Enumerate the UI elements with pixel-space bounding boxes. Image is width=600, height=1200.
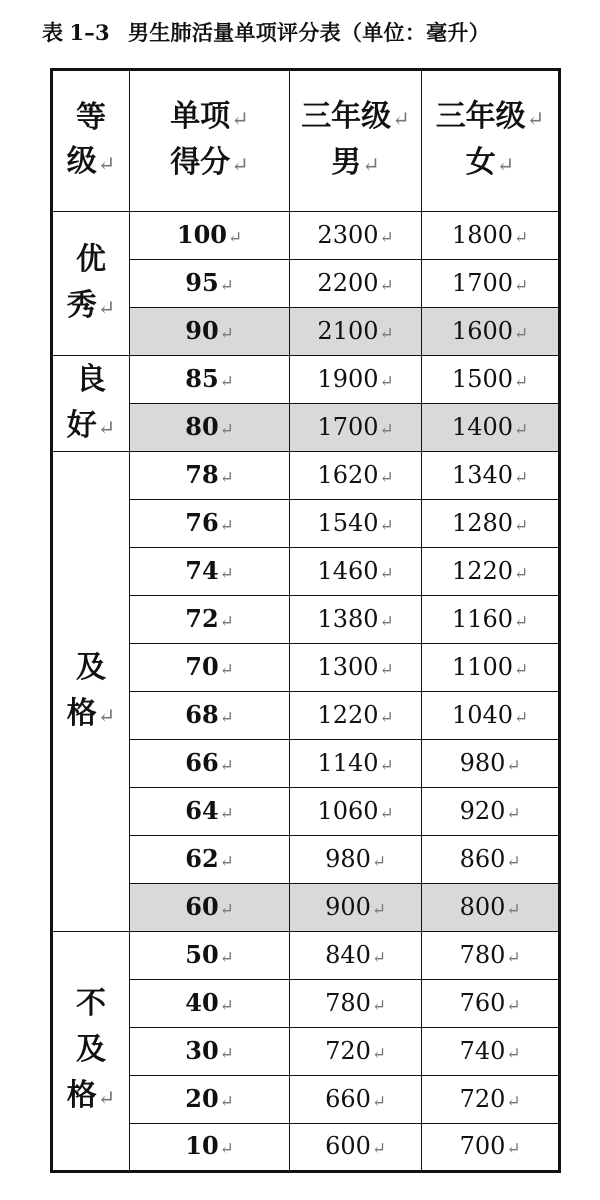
paragraph-mark-icon: ↵ [219,610,234,631]
paragraph-mark-icon: ↵ [506,1090,521,1111]
score-cell [130,1076,290,1124]
paragraph-mark-icon: ↵ [379,322,394,343]
table-row [52,356,560,404]
paragraph-mark-icon: ↵ [219,1090,234,1111]
header-score-line-2: 得分 [170,145,231,180]
paragraph-mark-icon: ↵ [379,418,394,439]
girl-cell [422,404,560,452]
paragraph-mark-icon: ↵ [219,658,234,679]
table-caption [42,16,598,50]
boy-cell [290,1028,422,1076]
paragraph-mark-icon: ↵ [219,562,234,583]
score-cell [130,308,290,356]
score-value: 20 [185,1083,219,1113]
table-row [52,932,560,980]
paragraph-mark-icon: ↵ [219,274,234,295]
paragraph-mark-icon: ↵ [219,514,234,535]
girl-value: 1160 [451,604,513,633]
boy-value: 660 [325,1084,371,1113]
boy-cell [290,404,422,452]
boy-value: 720 [325,1036,371,1065]
paragraph-mark-icon: ↵ [219,322,234,343]
grade-char: 良 [76,361,106,397]
paragraph-mark-icon: ↵ [379,562,394,583]
boy-cell [290,596,422,644]
boy-cell [290,692,422,740]
score-value: 72 [185,603,219,633]
header-girl-line-2: 女 [465,145,496,180]
paragraph-mark-icon: ↵ [379,610,394,631]
boy-value: 1060 [317,796,379,825]
score-cell [130,356,290,404]
girl-cell [422,308,560,356]
paragraph-mark-icon: ↵ [379,802,394,823]
paragraph-mark-icon: ↵ [514,370,529,391]
paragraph-mark-icon: ↵ [392,107,410,131]
boy-cell [290,740,422,788]
score-cell [130,500,290,548]
girl-value: 780 [459,940,506,969]
paragraph-mark-icon: ↵ [506,802,521,823]
grade-char: 不 [76,986,106,1021]
boy-value: 1620 [317,460,379,489]
paragraph-mark-icon: ↵ [379,754,394,775]
score-cell [130,980,290,1028]
boy-cell [290,548,422,596]
header-girl-line-1: 三年级 [435,99,526,134]
girl-value: 1220 [451,556,513,585]
boy-cell [290,500,422,548]
boy-value: 900 [325,892,371,921]
paragraph-mark-icon: ↵ [379,274,394,295]
paragraph-mark-icon: ↵ [506,994,521,1015]
score-value: 62 [185,843,219,873]
girl-value: 760 [459,988,506,1017]
girl-cell [422,644,560,692]
paragraph-mark-icon: ↵ [219,418,234,439]
boy-value: 1460 [317,556,379,585]
paragraph-mark-icon: ↵ [506,946,521,967]
paragraph-mark-icon: ↵ [97,1086,116,1110]
girl-value: 920 [459,796,506,825]
paragraph-mark-icon: ↵ [506,1138,521,1158]
grade-char: 优 [76,241,106,277]
header-girl [422,70,560,212]
girl-cell [422,1028,560,1076]
header-boy-line-2: 男 [331,145,362,180]
girl-cell [422,980,560,1028]
boy-value: 1540 [317,508,379,537]
paragraph-mark-icon: ↵ [514,562,529,583]
boy-value: 2200 [317,268,379,297]
boy-value: 780 [325,988,371,1017]
paragraph-mark-icon: ↵ [379,658,394,679]
score-cell [130,788,290,836]
grade-cell [52,452,130,932]
girl-value: 800 [459,892,506,921]
paragraph-mark-icon: ↵ [526,107,545,131]
score-value: 64 [185,795,219,825]
girl-value: 1700 [451,268,513,297]
caption-number: 1–3 [69,20,110,45]
paragraph-mark-icon: ↵ [496,153,515,177]
score-cell [130,1028,290,1076]
score-value: 60 [185,891,219,921]
boy-value: 600 [325,1132,371,1160]
score-table-container [50,68,558,1173]
score-cell [130,740,290,788]
paragraph-mark-icon: ↵ [379,466,394,487]
header-row [52,70,560,212]
boy-value: 1220 [317,700,379,729]
paragraph-mark-icon: ↵ [506,1042,521,1063]
girl-value: 700 [459,1132,506,1160]
paragraph-mark-icon: ↵ [97,703,116,728]
paragraph-mark-icon: ↵ [379,370,394,391]
boy-cell [290,932,422,980]
paragraph-mark-icon: ↵ [219,994,234,1015]
girl-cell [422,452,560,500]
paragraph-mark-icon: ↵ [379,514,394,535]
girl-cell [422,500,560,548]
boy-cell [290,356,422,404]
paragraph-mark-icon: ↵ [219,898,234,919]
grade-cell [52,932,130,1172]
paragraph-mark-icon: ↵ [371,1042,386,1063]
score-cell [130,548,290,596]
boy-cell [290,836,422,884]
paragraph-mark-icon: ↵ [379,226,394,247]
score-value: 74 [185,555,219,585]
paragraph-mark-icon: ↵ [514,418,529,439]
score-value: 66 [185,747,219,777]
paragraph-mark-icon: ↵ [97,415,116,440]
paragraph-mark-icon: ↵ [219,370,234,391]
girl-value: 740 [459,1036,506,1065]
boy-value: 2300 [317,220,379,249]
boy-cell [290,308,422,356]
paragraph-mark-icon: ↵ [514,658,529,679]
grade-char: 及 [76,649,106,685]
paragraph-mark-icon: ↵ [219,850,234,871]
score-value: 78 [185,459,219,489]
boy-value: 1300 [317,652,379,681]
girl-cell [422,356,560,404]
paragraph-mark-icon: ↵ [219,802,234,823]
boy-cell [290,980,422,1028]
paragraph-mark-icon: ↵ [371,994,386,1015]
score-cell [130,692,290,740]
grade-char: 秀 [66,287,97,323]
grade-char: 好 [66,407,97,443]
paragraph-mark-icon: ↵ [514,322,529,343]
score-cell [130,932,290,980]
boy-value: 1140 [317,748,379,777]
boy-cell [290,260,422,308]
paragraph-mark-icon: ↵ [371,1090,386,1111]
girl-cell [422,788,560,836]
boy-value: 980 [325,844,371,873]
paragraph-mark-icon: ↵ [219,706,234,727]
lung-capacity-score-table [50,68,561,1173]
header-grade [52,70,130,212]
caption-label: 表 [42,20,64,45]
caption-title: 男生肺活量单项评分表（单位：毫升） [127,20,491,45]
boy-cell [290,1076,422,1124]
paragraph-mark-icon: ↵ [371,946,386,967]
grade-cell [52,212,130,356]
boy-cell [290,788,422,836]
girl-cell [422,692,560,740]
boy-cell [290,884,422,932]
paragraph-mark-icon: ↵ [97,295,116,320]
grade-char: 及 [76,1032,106,1067]
header-score [130,70,290,212]
girl-cell [422,1076,560,1124]
paragraph-mark-icon: ↵ [219,466,234,487]
paragraph-mark-icon: ↵ [506,850,521,871]
girl-value: 980 [459,748,506,777]
girl-cell [422,596,560,644]
boy-cell [290,644,422,692]
girl-value: 860 [459,844,506,873]
score-value: 68 [185,699,219,729]
header-grade-line-1: 等 [76,100,106,135]
girl-value: 1400 [451,412,513,441]
score-value: 95 [185,267,219,297]
grade-cell [52,356,130,452]
paragraph-mark-icon: ↵ [514,706,529,727]
score-value: 40 [185,987,219,1017]
boy-value: 1900 [317,364,379,393]
girl-cell [422,740,560,788]
score-value: 76 [185,507,219,537]
score-cell [130,452,290,500]
grade-char: 格 [66,695,97,731]
score-value: 90 [185,315,219,345]
girl-cell [422,212,560,260]
table-row [52,452,560,500]
paragraph-mark-icon: ↵ [219,1138,234,1158]
girl-cell [422,884,560,932]
paragraph-mark-icon: ↵ [379,706,394,727]
paragraph-mark-icon: ↵ [97,152,116,176]
girl-cell [422,932,560,980]
header-score-line-1: 单项 [170,99,231,134]
table-body [52,212,560,1172]
boy-value: 1700 [317,412,379,441]
paragraph-mark-icon: ↵ [371,850,386,871]
girl-cell [422,1124,560,1172]
score-cell [130,260,290,308]
score-cell [130,404,290,452]
paragraph-mark-icon: ↵ [514,226,529,247]
paragraph-mark-icon: ↵ [228,226,243,247]
score-cell [130,212,290,260]
score-cell [130,596,290,644]
score-value: 50 [185,939,219,969]
header-grade-line-2: 级 [66,144,97,179]
header-boy-line-1: 三年级 [301,99,392,134]
paragraph-mark-icon: ↵ [231,107,249,131]
paragraph-mark-icon: ↵ [506,898,521,919]
table-row [52,212,560,260]
girl-cell [422,260,560,308]
paragraph-mark-icon: ↵ [219,1042,234,1063]
score-value: 30 [185,1035,219,1065]
boy-cell [290,1124,422,1172]
score-cell [130,884,290,932]
paragraph-mark-icon: ↵ [506,754,521,775]
paragraph-mark-icon: ↵ [231,153,249,177]
score-cell [130,836,290,884]
boy-value: 840 [325,940,371,969]
girl-value: 1600 [451,316,513,345]
paragraph-mark-icon: ↵ [219,946,234,967]
boy-value: 1380 [317,604,379,633]
girl-value: 1040 [451,700,513,729]
score-value: 85 [185,363,219,393]
score-value: 80 [185,411,219,441]
score-value: 10 [185,1131,219,1160]
paragraph-mark-icon: ↵ [514,514,529,535]
girl-value: 1500 [451,364,513,393]
girl-value: 720 [459,1084,506,1113]
grade-char: 格 [66,1078,97,1113]
boy-cell [290,212,422,260]
paragraph-mark-icon: ↵ [514,610,529,631]
score-cell [130,644,290,692]
girl-value: 1340 [451,460,513,489]
girl-value: 1100 [451,652,513,681]
paragraph-mark-icon: ↵ [219,754,234,775]
score-value: 100 [176,219,228,249]
paragraph-mark-icon: ↵ [371,1138,386,1158]
girl-cell [422,836,560,884]
girl-value: 1280 [451,508,513,537]
boy-value: 2100 [317,316,379,345]
paragraph-mark-icon: ↵ [514,274,529,295]
score-value: 70 [185,651,219,681]
paragraph-mark-icon: ↵ [371,898,386,919]
boy-cell [290,452,422,500]
score-cell [130,1124,290,1172]
paragraph-mark-icon: ↵ [362,153,380,177]
paragraph-mark-icon: ↵ [514,466,529,487]
girl-cell [422,548,560,596]
girl-value: 1800 [451,220,513,249]
header-boy [290,70,422,212]
